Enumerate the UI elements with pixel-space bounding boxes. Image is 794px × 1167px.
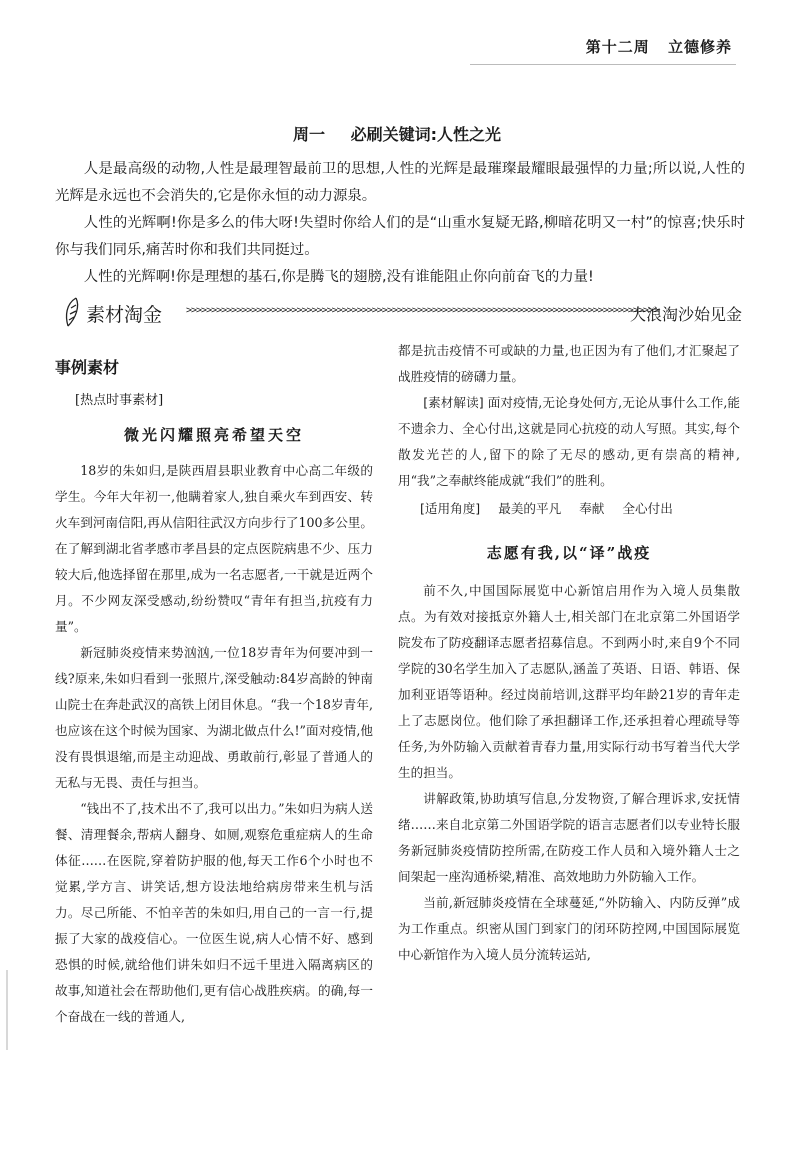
running-head <box>586 36 732 57</box>
category-tag: [热点时事素材] <box>75 393 164 408</box>
day-title <box>0 122 794 145</box>
usage-label: [适用角度] <box>420 501 481 516</box>
intro-paragraph: 人性的光辉啊!你是理想的基石,你是腾飞的翅膀,没有谁能阻止你向前奋飞的力量! <box>83 269 594 285</box>
article-paragraph: 当前,新冠肺炎疫情在全球蔓延,“外防输入、内防反弹”成为工作重点。织密从国门到家门的闭环防控网,中国国际展览中心新馆作为入境人员分流转运站, <box>398 895 740 962</box>
feather-icon <box>62 296 84 330</box>
analysis-label: [素材解读] <box>423 395 484 410</box>
intro-block <box>55 156 745 291</box>
right-column <box>398 338 740 968</box>
usage-item: 奉献 <box>579 501 605 516</box>
usage-line <box>420 494 740 524</box>
week-label: 第十二周 <box>585 38 650 56</box>
header-rule <box>470 64 736 65</box>
banner-arrows: >>>>>>>>>>>>>>>>>>>>>>>>>>>>>>>>>>>>>>>>>>>>>>>>>>>>>>>>>>>>>>>>>>>>>>>>>>>>>>>>>>>>>>>>>>>>>> <box>186 305 658 316</box>
article-paragraph: 讲解政策,协助填写信息,分发物资,了解合理诉求,安抚情绪……来自北京第二外国语学院的语言志愿者们以专业特长服务新冠肺炎疫情防控所需,在防疫工作人员和入境外籍人士之间架起一座沟通桥梁,精准、高效地助力外防输入工作。 <box>398 791 740 884</box>
analysis-paragraph <box>398 390 740 494</box>
intro-paragraph: 人性的光辉啊!你是多么的伟大呀!失望时你给人们的是“山重水复疑无路,柳暗花明又一村”的惊喜;快乐时你与我们同乐,痛苦时你和我们共同挺过。 <box>55 215 745 258</box>
intro-paragraph: 人是最高级的动物,人性是最理智最前卫的思想,人性的光辉是最璀璨最耀眼最强悍的力量;所以说,人性的光辉是永远也不会消失的,它是你永恒的动力源泉。 <box>55 161 745 204</box>
article-paragraph: 前不久,中国国际展览中心新馆启用作为入境人员集散点。为有效对接抵京外籍人士,相关部门在北京第二外国语学院发布了防疫翻译志愿者招募信息。不到两小时,来自9个不同学院的30名学生加入了志愿队,涵盖了英语、日语、韩语、保加利亚语等语种。经过岗前培训,这群平均年龄21岁的青年走上了志愿岗位。他们除了承担翻译工作,还承担着心理疏导等任务,为外防输入贡献着青春力量,用实际行动书写着当代大学生的担当。 <box>398 583 740 780</box>
usage-item: 全心付出 <box>622 501 673 516</box>
banner-slogan: 大浪淘沙始见金 <box>629 305 742 324</box>
analysis-text: 面对疫情,无论身处何方,无论从事什么工作,能不遗余力、全心付出,这就是同心抗疫的动人写照。其实,每个散发光芒的人,留下的除了无尽的感动,更有崇高的精神,用“我”之奉献终能成就“我们”的胜利。 <box>398 395 741 488</box>
keyword-label: 必刷关键词:人性之光 <box>350 125 501 144</box>
scan-margin-mark <box>6 970 8 1050</box>
section-banner <box>62 294 742 334</box>
article-paragraph: “钱出不了,技术出不了,我可以出力。”朱如归为病人送餐、清理餐余,帮病人翻身、如厕,观察危重症病人的生命体征……在医院,穿着防护服的他,每天工作6个小时也不觉累,学方言、讲笑话,想方设法地给病房带来生机与活力。尽己所能、不怕辛苦的朱如归,用自己的一言一行,提振了大家的战疫信心。一位医生说,病人心情不好、感到恐惧的时候,就给他们讲朱如归不远千里进入隔离病区的故事,知道社会在帮助他们,更有信心战胜疾病。的确,每一个奋战在一线的普通人, <box>55 801 373 1024</box>
section-title: 事例素材 <box>55 358 120 377</box>
article-title: 微光闪耀照亮希望天空 <box>123 426 304 444</box>
banner-title: 素材淘金 <box>86 304 163 326</box>
article-paragraph: 18岁的朱如归,是陕西眉县职业教育中心高二年级的学生。今年大年初一,他瞒着家人,独自乘火车到西安、转火车到河南信阳,再从信阳往武汉方向步行了100多公里。在了解到湖北省孝感市孝昌县的定点医院病患不少、压力较大后,他选择留在那里,成为一名志愿者,一干就是近两个月。不少网友深受感动,纷纷赞叹“青年有担当,抗疫有力量”。 <box>55 463 373 634</box>
continuation-paragraph: 都是抗击疫情不可或缺的力量,也正因为有了他们,才汇聚起了战胜疫情的磅礴力量。 <box>398 343 740 384</box>
left-column <box>55 354 373 1030</box>
article-title: 志愿有我,以“译”战疫 <box>486 544 652 562</box>
usage-item: 最美的平凡 <box>498 501 562 516</box>
article-paragraph: 新冠肺炎疫情来势汹汹,一位18岁青年为何要冲到一线?原来,朱如归看到一张照片,深受触动:84岁高龄的钟南山院士在奔赴武汉的高铁上闭目休息。“我一个18岁青年,也应该在这个时候为国家、为湖北做点什么!”面对疫情,他没有畏惧退缩,而是主动迎战、勇敢前行,彰显了普通人的无私与无畏、责任与担当。 <box>55 645 373 790</box>
theme-label: 立德修养 <box>667 38 732 56</box>
day-label: 周一 <box>293 125 326 144</box>
